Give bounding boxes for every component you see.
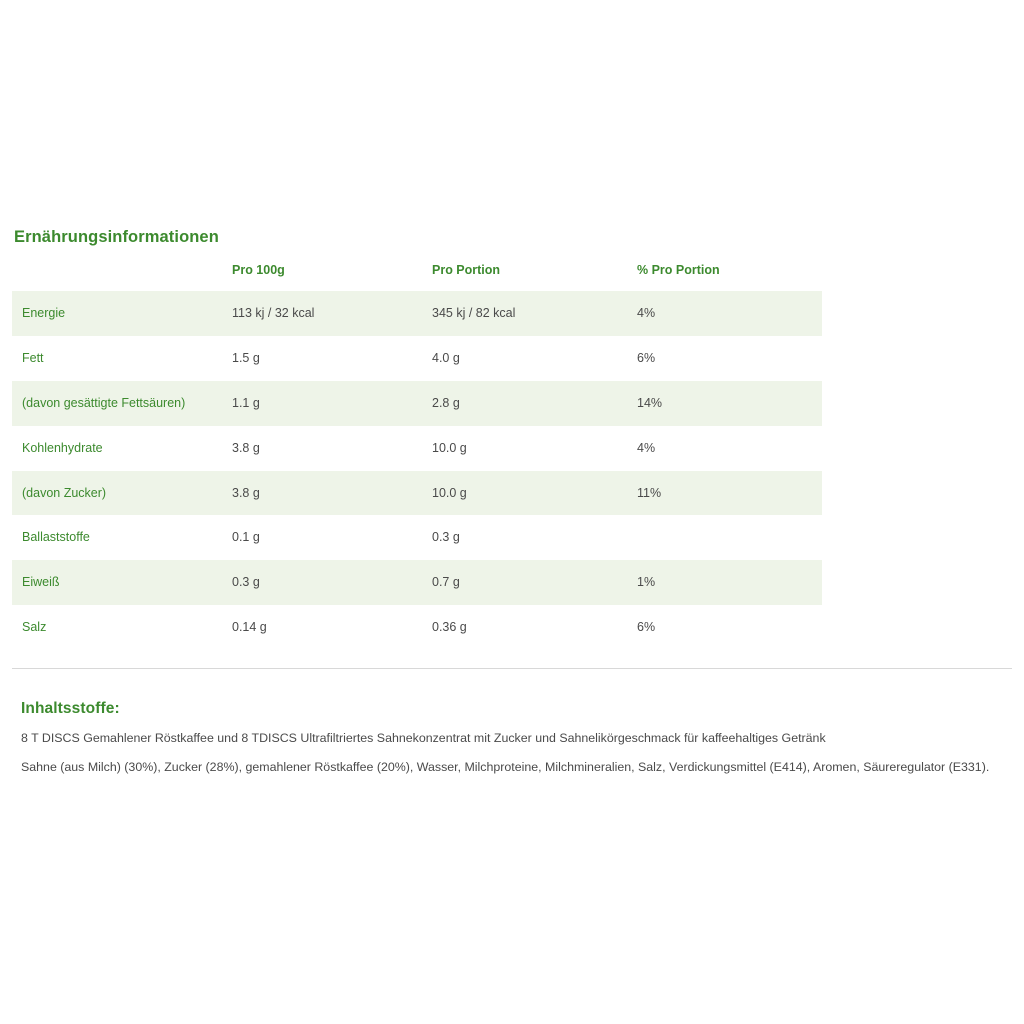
table-header-row — [12, 263, 822, 291]
row-per-portion: 0.36 g — [422, 605, 627, 650]
table-row — [12, 471, 822, 516]
ingredients-section — [21, 700, 1016, 788]
row-per-portion: 0.3 g — [422, 515, 627, 560]
table-row — [12, 291, 822, 336]
row-per-100g: 3.8 g — [222, 471, 422, 516]
row-percent-per-portion: 4% — [627, 291, 822, 336]
row-label: Ballaststoffe — [12, 515, 222, 560]
column-header-nutrient — [12, 263, 222, 291]
row-per-100g: 113 kj / 32 kcal — [222, 291, 422, 336]
column-header-per-portion: Pro Portion — [432, 263, 501, 277]
row-label: (davon gesättigte Fettsäuren) — [12, 381, 222, 426]
page-title: Ernährungsinformationen — [14, 228, 219, 246]
nutrition-table — [12, 263, 822, 650]
row-label: Energie — [12, 291, 222, 336]
row-per-100g: 0.14 g — [222, 605, 422, 650]
row-label: Kohlenhydrate — [12, 426, 222, 471]
row-percent-per-portion: 4% — [627, 426, 822, 471]
row-per-100g: 0.1 g — [222, 515, 422, 560]
row-per-portion: 4.0 g — [422, 336, 627, 381]
ingredients-description: 8 T DISCS Gemahlener Röstkaffee und 8 TDISCS Ultrafiltriertes Sahnekonzentrat mit Zucker und Sahnelikörgeschmack für kaffeehaltiges Getränk — [21, 731, 826, 745]
row-percent-per-portion: 1% — [627, 560, 822, 605]
row-label: Eiweiß — [12, 560, 222, 605]
table-row — [12, 515, 822, 560]
row-per-portion: 10.0 g — [422, 471, 627, 516]
row-percent-per-portion — [627, 515, 822, 560]
row-label: (davon Zucker) — [12, 471, 222, 516]
ingredients-list: Sahne (aus Milch) (30%), Zucker (28%), gemahlener Röstkaffee (20%), Wasser, Milchproteine, Milchmineralien, Salz, Verdickungsmittel (E414), Aromen, Säureregulator (E331). — [21, 759, 990, 774]
table-row — [12, 560, 822, 605]
table-row — [12, 426, 822, 471]
row-percent-per-portion: 6% — [627, 336, 822, 381]
row-label: Salz — [12, 605, 222, 650]
column-header-per-100g: Pro 100g — [232, 263, 285, 277]
row-label: Fett — [12, 336, 222, 381]
ingredients-title: Inhaltsstoffe: — [21, 700, 120, 717]
row-percent-per-portion: 14% — [627, 381, 822, 426]
nutrition-information-section — [12, 228, 1012, 669]
divider — [12, 668, 1012, 669]
row-per-portion: 10.0 g — [422, 426, 627, 471]
row-per-portion: 345 kj / 82 kcal — [422, 291, 627, 336]
row-per-100g: 1.5 g — [222, 336, 422, 381]
row-per-portion: 2.8 g — [422, 381, 627, 426]
table-row — [12, 381, 822, 426]
row-percent-per-portion: 11% — [627, 471, 822, 516]
row-per-portion: 0.7 g — [422, 560, 627, 605]
column-header-percent-per-portion: % Pro Portion — [637, 263, 720, 277]
table-row — [12, 336, 822, 381]
row-per-100g: 0.3 g — [222, 560, 422, 605]
table-body — [12, 291, 822, 650]
table-header — [12, 263, 822, 291]
row-per-100g: 1.1 g — [222, 381, 422, 426]
row-per-100g: 3.8 g — [222, 426, 422, 471]
table-row — [12, 605, 822, 650]
row-percent-per-portion: 6% — [627, 605, 822, 650]
